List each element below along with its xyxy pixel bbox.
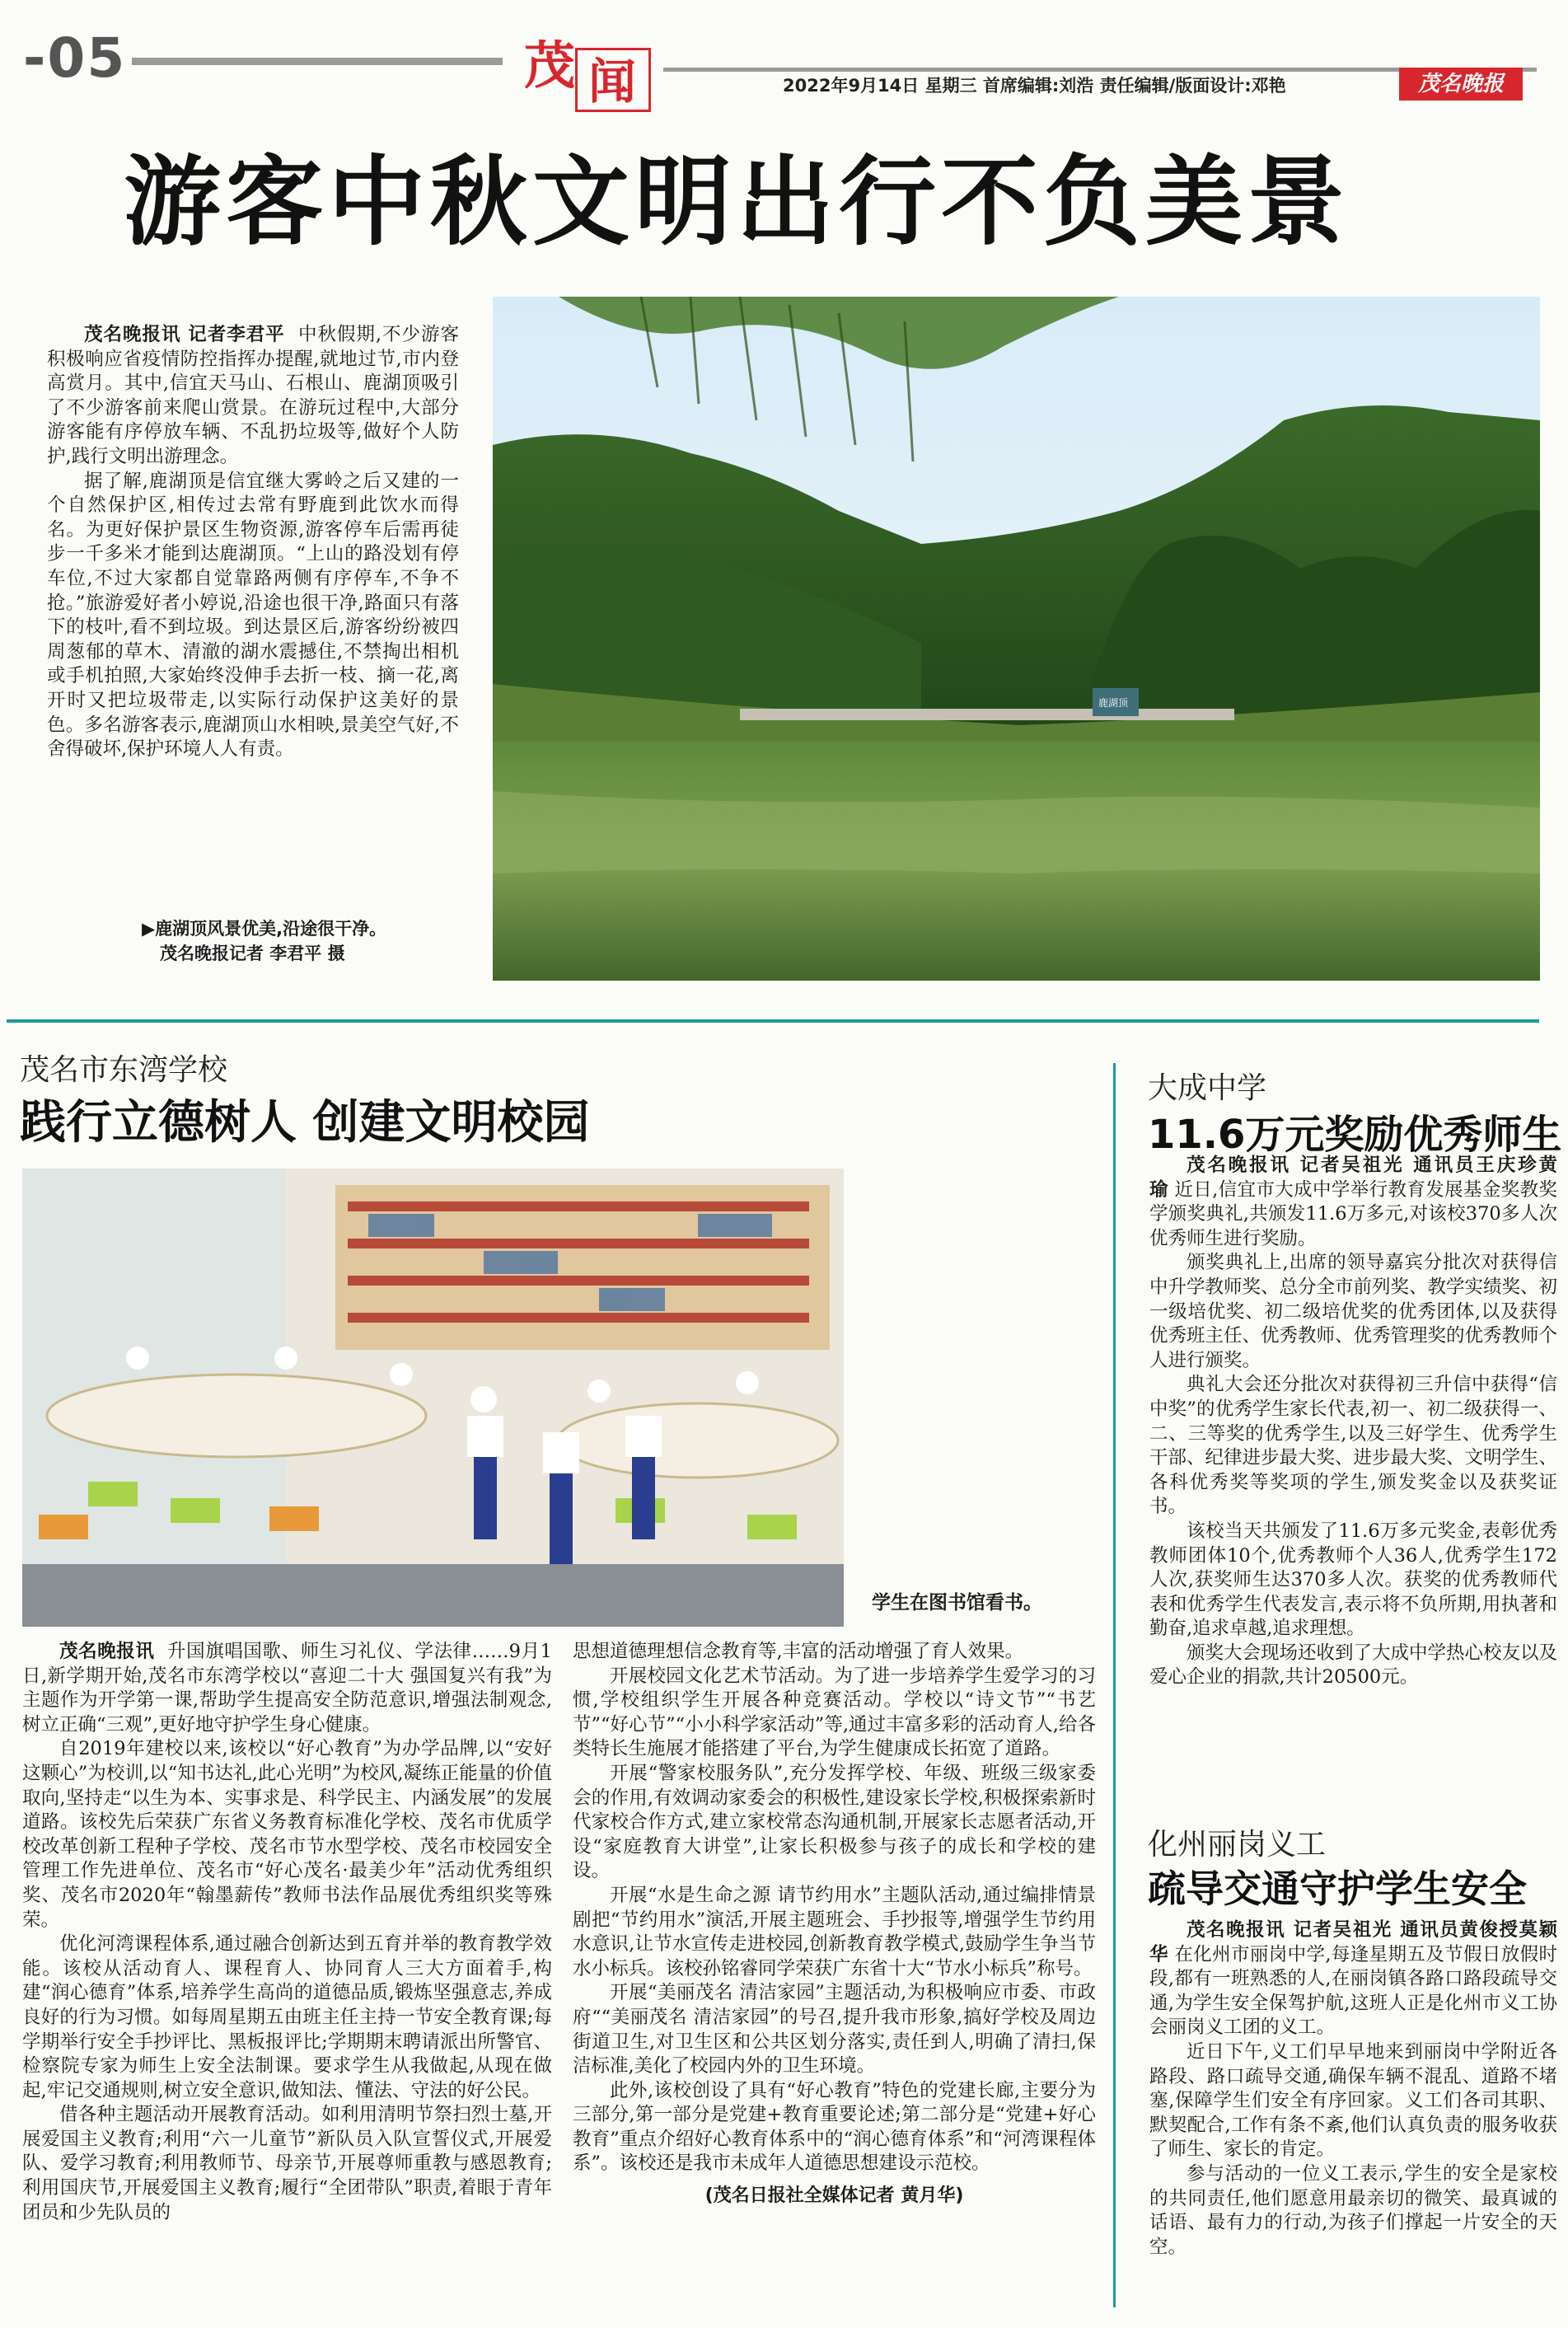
article2-headline: 践行立德树人 创建文明校园 [20,1096,590,1150]
lake-landscape-image [493,297,1540,981]
article2-col1-paragraph-1: 升国旗唱国歌、师生习礼仪、学法律……9月1日,新学期开始,茂名市东湾学校以“喜迎二十大 强国复兴有我”为主题作为开学第一课,帮助学生提高安全防范意识,增强法制观念,树立正确“三观”,更好地守护学生身心健康。 [22,1641,552,1735]
article2-col1-paragraph-4: 借各种主题活动开展教育活动。如利用清明节祭扫烈士墓,开展爱国主义教育;利用“六一儿童节”新队员入队宣誓仪式,开展爱队、爱学习教育;利用教师节、母亲节,开展尊师重教与感恩教育;利用国庆节,开展爱国主义教育;履行“全团带队”职责,着眼于青年团员和少先队员的 [22,2104,552,2223]
photo-caption-line-1: ▶鹿湖顶风景优美,沿途很干净。 [142,919,387,939]
article4-kicker: 化州丽岗义工 [1148,1828,1327,1862]
article3-headline: 11.6万元奖励优秀师生 [1148,1112,1562,1158]
article3-lead: 茂名晚报讯 记者吴祖光 通讯员王庆珍黄瑜 [1149,1155,1557,1201]
lake-landscape-photo [493,297,1540,981]
article4-paragraph-1: 在化州市丽岗中学,每逢星期五及节假日放假时段,都有一班熟悉的人,在丽岗镇各路口路段疏导交通,为学生安全保驾护航,这班人正是化州市义工协会丽岗义工团的义工。 [1149,1943,1557,2039]
article2-byline: (茂名日报社全媒体记者 黄月华) [704,2185,964,2207]
article2-col2-paragraph-2: 开展校园文化艺术节活动。为了进一步培养学生爱学习的习惯,学校组织学生开展各种竞赛活动。学校以“诗文节”“书艺节”“好心节”“小小科学家活动”等,通过丰富多彩的活动育人,给各类特长生施展才能搭建了平台,为学生健康成长拓宽了道路。 [573,1665,1096,1760]
article1-headline: 游客中秋文明出行不负美景 [124,145,1350,259]
article2-col2-paragraph-1: 思想道德理想信念教育等,丰富的活动增强了育人效果。 [573,1641,1024,1662]
article4-text [1149,1918,1557,2260]
library-image [22,1169,844,1627]
article3-paragraph [1149,1154,1557,1251]
article2-paragraph [22,1640,552,1737]
article1-text [47,323,459,762]
article2-col2-paragraph-5: 开展“美丽茂名 清洁家园”主题活动,为积极响应市委、市政府““美丽茂名 清洁家园”的号召,提升我市形象,搞好学校及周边街道卫生,对卫生区和公共区划分落实,责任到人,明确了清扫,保洁标准,美化了校园内外的卫生环境。 [573,1982,1096,2077]
section-char-2: 闻 [588,54,637,110]
column-divider [1113,1063,1116,2307]
section-mark [519,25,651,110]
photo-caption-line-2: 茂名晚报记者 李君平 摄 [160,944,345,963]
article2-col2-paragraph-4: 开展“水是生命之源 请节约用水”主题队活动,通过编排情景剧把“节约用水”演活,开展主题班会、手抄报等,增强学生节约用水意识,让节水宣传走进校园,创新教育教学模式,鼓励学生争当节水小标兵。该校孙铭睿同学荣获广东省十大“节水小标兵”称号。 [573,1884,1096,1979]
article4-paragraph [1149,1918,1557,2040]
article4-paragraph-2: 近日下午,义工们早早地来到丽岗中学附近各路段、路口疏导交通,确保车辆不混乱、道路不堵塞,保障学生们安全有序回家。义工们各司其职、默契配合,工作有条不紊,他们认真负责的服务收获了师生、家长的肯定。 [1149,2040,1557,2161]
article3-paragraph-2: 颁奖典礼上,出席的领导嘉宾分批次对获得信中升学教师奖、总分全市前列奖、教学实绩奖、初一级培优奖、初二级培优奖的优秀团体,以及获得优秀班主任、优秀教师、优秀管理奖的优秀教师个人进行颁奖。 [1149,1252,1558,1371]
paper-logo [1399,68,1523,101]
header-rule-left [132,58,503,65]
section-char-1: 茂 [524,35,576,96]
article3-text [1149,1154,1557,1690]
article2-lead: 茂名晚报讯 [59,1641,155,1662]
article1-paragraph-2: 据了解,鹿湖顶是信宜继大雾岭之后又建的一个自然保护区,相传过去常有野鹿到此饮水而得名。为更好保护景区生物资源,游客停车后需再徒步一千多米才能到达鹿湖顶。“上山的路没划有停车位,不过大家都自觉靠路两侧有序停车,不争不抢。”旅游爱好者小婷说,沿途也很干净,路面只有落下的枝叶,看不到垃圾。到达景区后,游客纷纷被四周葱郁的草木、清澈的湖水震撼住,不禁掏出相机或手机拍照,大家始终没伸手去折一枝、摘一花,离开时又把垃圾带走,以实际行动保护这美好的景色。多名游客表示,鹿湖顶山水相映,景美空气好,不舍得破坏,保护环境人人有责。 [47,470,459,761]
article1-paragraph-1: 中秋假期,不少游客积极响应省疫情防控指挥办提醒,就地过节,市内登高赏月。其中,信宜天马山、石根山、鹿湖顶吸引了不少游客前来爬山赏景。在游玩过程中,大部分游客能有序停放车辆、不乱扔垃圾等,做好个人防护,践行文明出游理念。 [47,324,459,467]
article1-lead: 茂名晚报讯 记者李君平 [84,324,285,345]
article3-kicker: 大成中学 [1148,1071,1267,1105]
article2-kicker: 茂名市东湾学校 [20,1053,228,1087]
scenic-sign-text: 鹿湖顶 [1098,697,1129,709]
article3-paragraph-4: 该校当天共颁发了11.6万多元奖金,表彰优秀教师团体10个,优秀教师个人36人,优秀学生172人次,获奖师生达370多人次。获奖的优秀教师代表和优秀学生代表发言,表示将不负所期,用执著和勤奋,追求卓越,追求理想。 [1149,1520,1557,1640]
article3-paragraph-3: 典礼大会还分批次对获得初三升信中获得“信中奖”的优秀学生家长代表,初一、初二级获得一、二、三等奖的优秀学生,以及三好学生、优秀学生干部、纪律进步最大奖、进步最大奖、文明学生、各科优秀奖等奖项的学生,颁发奖金以及获奖证书。 [1149,1374,1558,1518]
page-number: -05 [23,26,127,90]
article4-headline: 疏导交通守护学生安全 [1148,1867,1527,1911]
article2-col2-paragraph-3: 开展“警家校服务队”,充分发挥学校、年级、班级三级家委会的作用,有效调动家委会的积极性,建设家长学校,积极探索新时代家校合作方式,建立家校常态沟通机制,开展家长志愿者活动,开设“家庭教育大讲堂”,让家长积极参与孩子的成长和学校的建设。 [573,1762,1096,1882]
section-divider [7,1019,1539,1023]
article4-lead: 茂名晚报讯 记者吴祖光 通讯员黄俊授莫颖华 [1149,1919,1557,1965]
article4-paragraph-3: 参与活动的一位义工表示,学生的安全是家校的共同责任,他们愿意用最亲切的微笑、最真诚的话语、最有力的行动,为孩子们撑起一片安全的天空。 [1149,2162,1557,2258]
article2-col1-paragraph-2: 自2019年建校以来,该校以“好心教育”为办学品牌,以“安好这颗心”为校训,以“知书达礼,此心光明”为校风,凝练正能量的价值取向,坚持走“以生为本、实事求是、科学民主、内涵发展”的发展道路。该校先后荣获广东省义务教育标准化学校、茂名市优质学校改革创新工程种子学校、茂名市节水型学校、茂名市校园安全管理工作先进单位、茂名市“好心茂名·最美少年”活动优秀组织奖、茂名市2020年“翰墨薪传”教师书法作品展优秀组织奖等殊荣。 [22,1738,552,1931]
article2-col2-paragraph-6: 此外,该校创设了具有“好心教育”特色的党建长廊,主要分为三部分,第一部分是党建+教育重要论述;第二部分是“党建+好心教育”重点介绍好心教育体系中的“润心德育体系”和“河湾课程体系”。该校还是我市未成年人道德思想建设示范校。 [573,2079,1096,2175]
article2-col1-paragraph-3: 优化河湾课程体系,通过融合创新达到五育并举的教育教学效能。该校从活动育人、课程育人、协同育人三大方面着手,构建“润心德育”体系,培养学生高尚的道德品质,锻炼坚强意志,养成良好的行为习惯。如每周星期五由班主任主持一节安全教育课;每学期举行安全手抄评比、黑板报评比;学期期末聘请派出所警官、检察院专家为师生上安全法制课。要求学生从我做起,从现在做起,牢记交通规则,树立安全意识,做知法、懂法、守法的好公民。 [22,1933,552,2101]
article2-photo-caption: 学生在图书馆看书。 [872,1592,1042,1614]
article3-paragraph-5: 颁奖大会现场还收到了大成中学热心校友以及爱心企业的捐款,共计20500元。 [1149,1642,1558,1689]
library-photo [22,1169,844,1627]
date-editors-line: 2022年9月14日 星期三 首席编辑:刘浩 责任编辑/版面设计:邓艳 [783,76,1286,96]
article3-paragraph-1: 近日,信宜市大成中学举行教育发展基金奖教奖学颁奖典礼,共颁发11.6万多元,对该校370多人次优秀师生进行奖励。 [1149,1178,1557,1249]
paper-logo-text: 茂名晚报 [1417,72,1504,96]
article1-paragraph [47,323,459,470]
article2-column-2 [573,1640,1096,2207]
article2-column-1 [22,1640,552,2225]
article1-photo-caption [142,916,463,966]
